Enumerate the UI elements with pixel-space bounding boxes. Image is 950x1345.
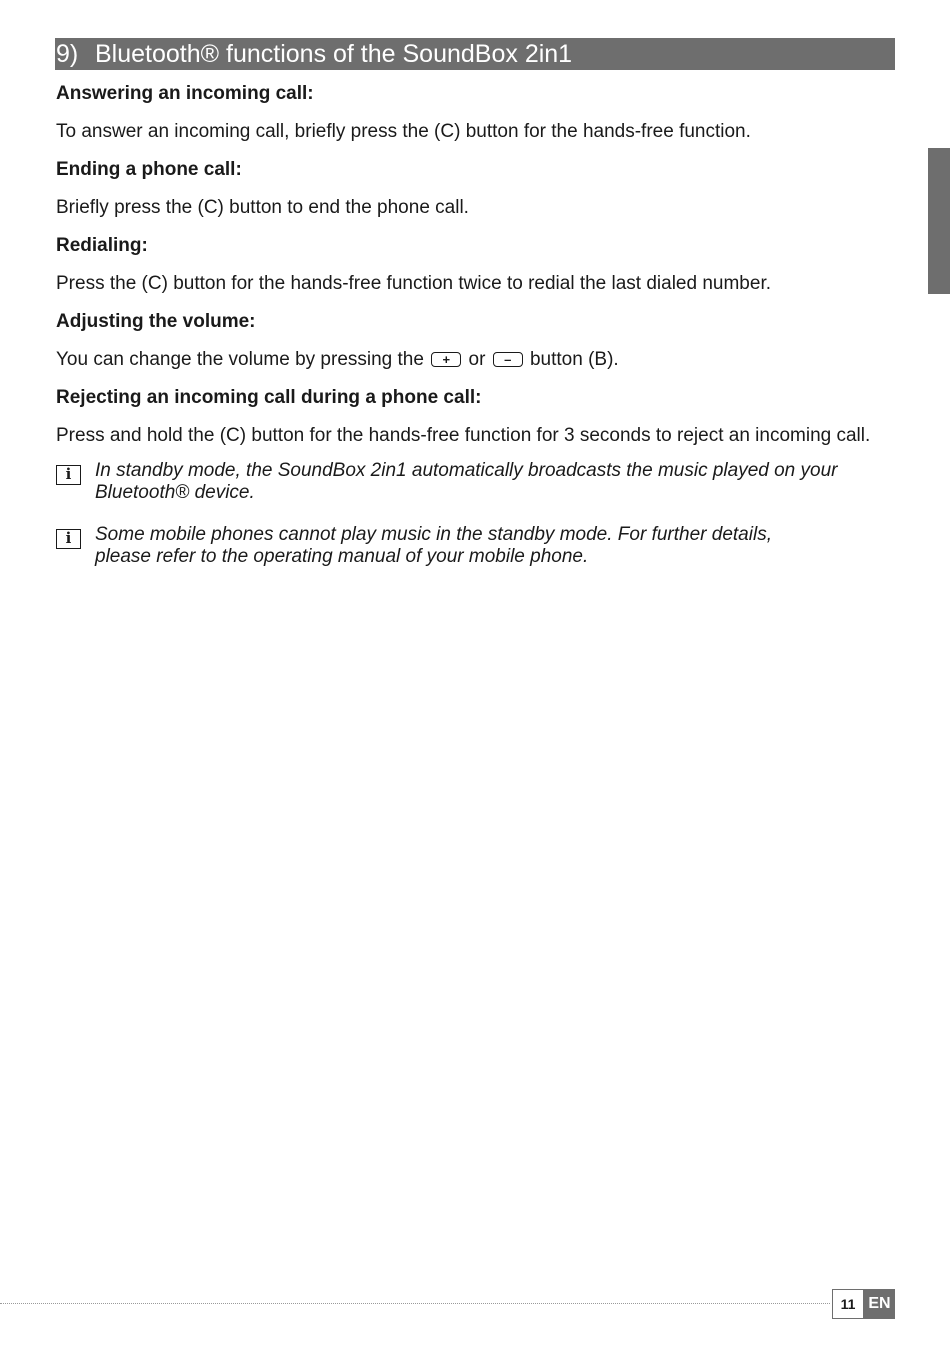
info-icon: i: [56, 465, 81, 485]
footer-dotted-line: [0, 1303, 830, 1304]
volume-text-after: button (B).: [529, 349, 619, 370]
section-header: [55, 38, 895, 70]
text-rejecting: Press and hold the (C) button for the hands-free function for 3 seconds to reject an incoming call.: [56, 425, 871, 446]
heading-ending: Ending a phone call:: [56, 159, 242, 180]
side-tab-marker: [928, 148, 950, 294]
section-number: 9): [56, 40, 79, 68]
language-badge: EN: [864, 1289, 895, 1319]
note-standby: [56, 460, 896, 504]
minus-button-icon: –: [493, 352, 523, 367]
note-mobile-phones: [56, 524, 896, 568]
info-icon: i: [56, 529, 81, 549]
plus-button-icon: +: [431, 352, 461, 367]
note-line: Bluetooth® device.: [95, 482, 255, 503]
volume-text-middle: or: [468, 349, 486, 370]
text-ending: Briefly press the (C) button to end the phone call.: [56, 197, 469, 218]
heading-rejecting: Rejecting an incoming call during a phone call:: [56, 387, 482, 408]
page-number: 11: [832, 1289, 864, 1319]
note-line: Some mobile phones cannot play music in the standby mode. For further details,: [95, 524, 772, 545]
note-line: In standby mode, the SoundBox 2in1 automatically broadcasts the music played on your: [95, 460, 838, 481]
text-redialing: Press the (C) button for the hands-free function twice to redial the last dialed number.: [56, 273, 771, 294]
section-title: Bluetooth® functions of the SoundBox 2in1: [95, 40, 573, 68]
heading-volume: Adjusting the volume:: [56, 311, 256, 332]
volume-text-before: You can change the volume by pressing the: [56, 349, 424, 370]
text-volume: [56, 346, 896, 374]
heading-redialing: Redialing:: [56, 235, 148, 256]
heading-answering: Answering an incoming call:: [56, 83, 314, 104]
content: [56, 80, 896, 568]
note-line: please refer to the operating manual of your mobile phone.: [95, 546, 589, 567]
text-answering: To answer an incoming call, briefly press the (C) button for the hands-free function.: [56, 121, 751, 142]
